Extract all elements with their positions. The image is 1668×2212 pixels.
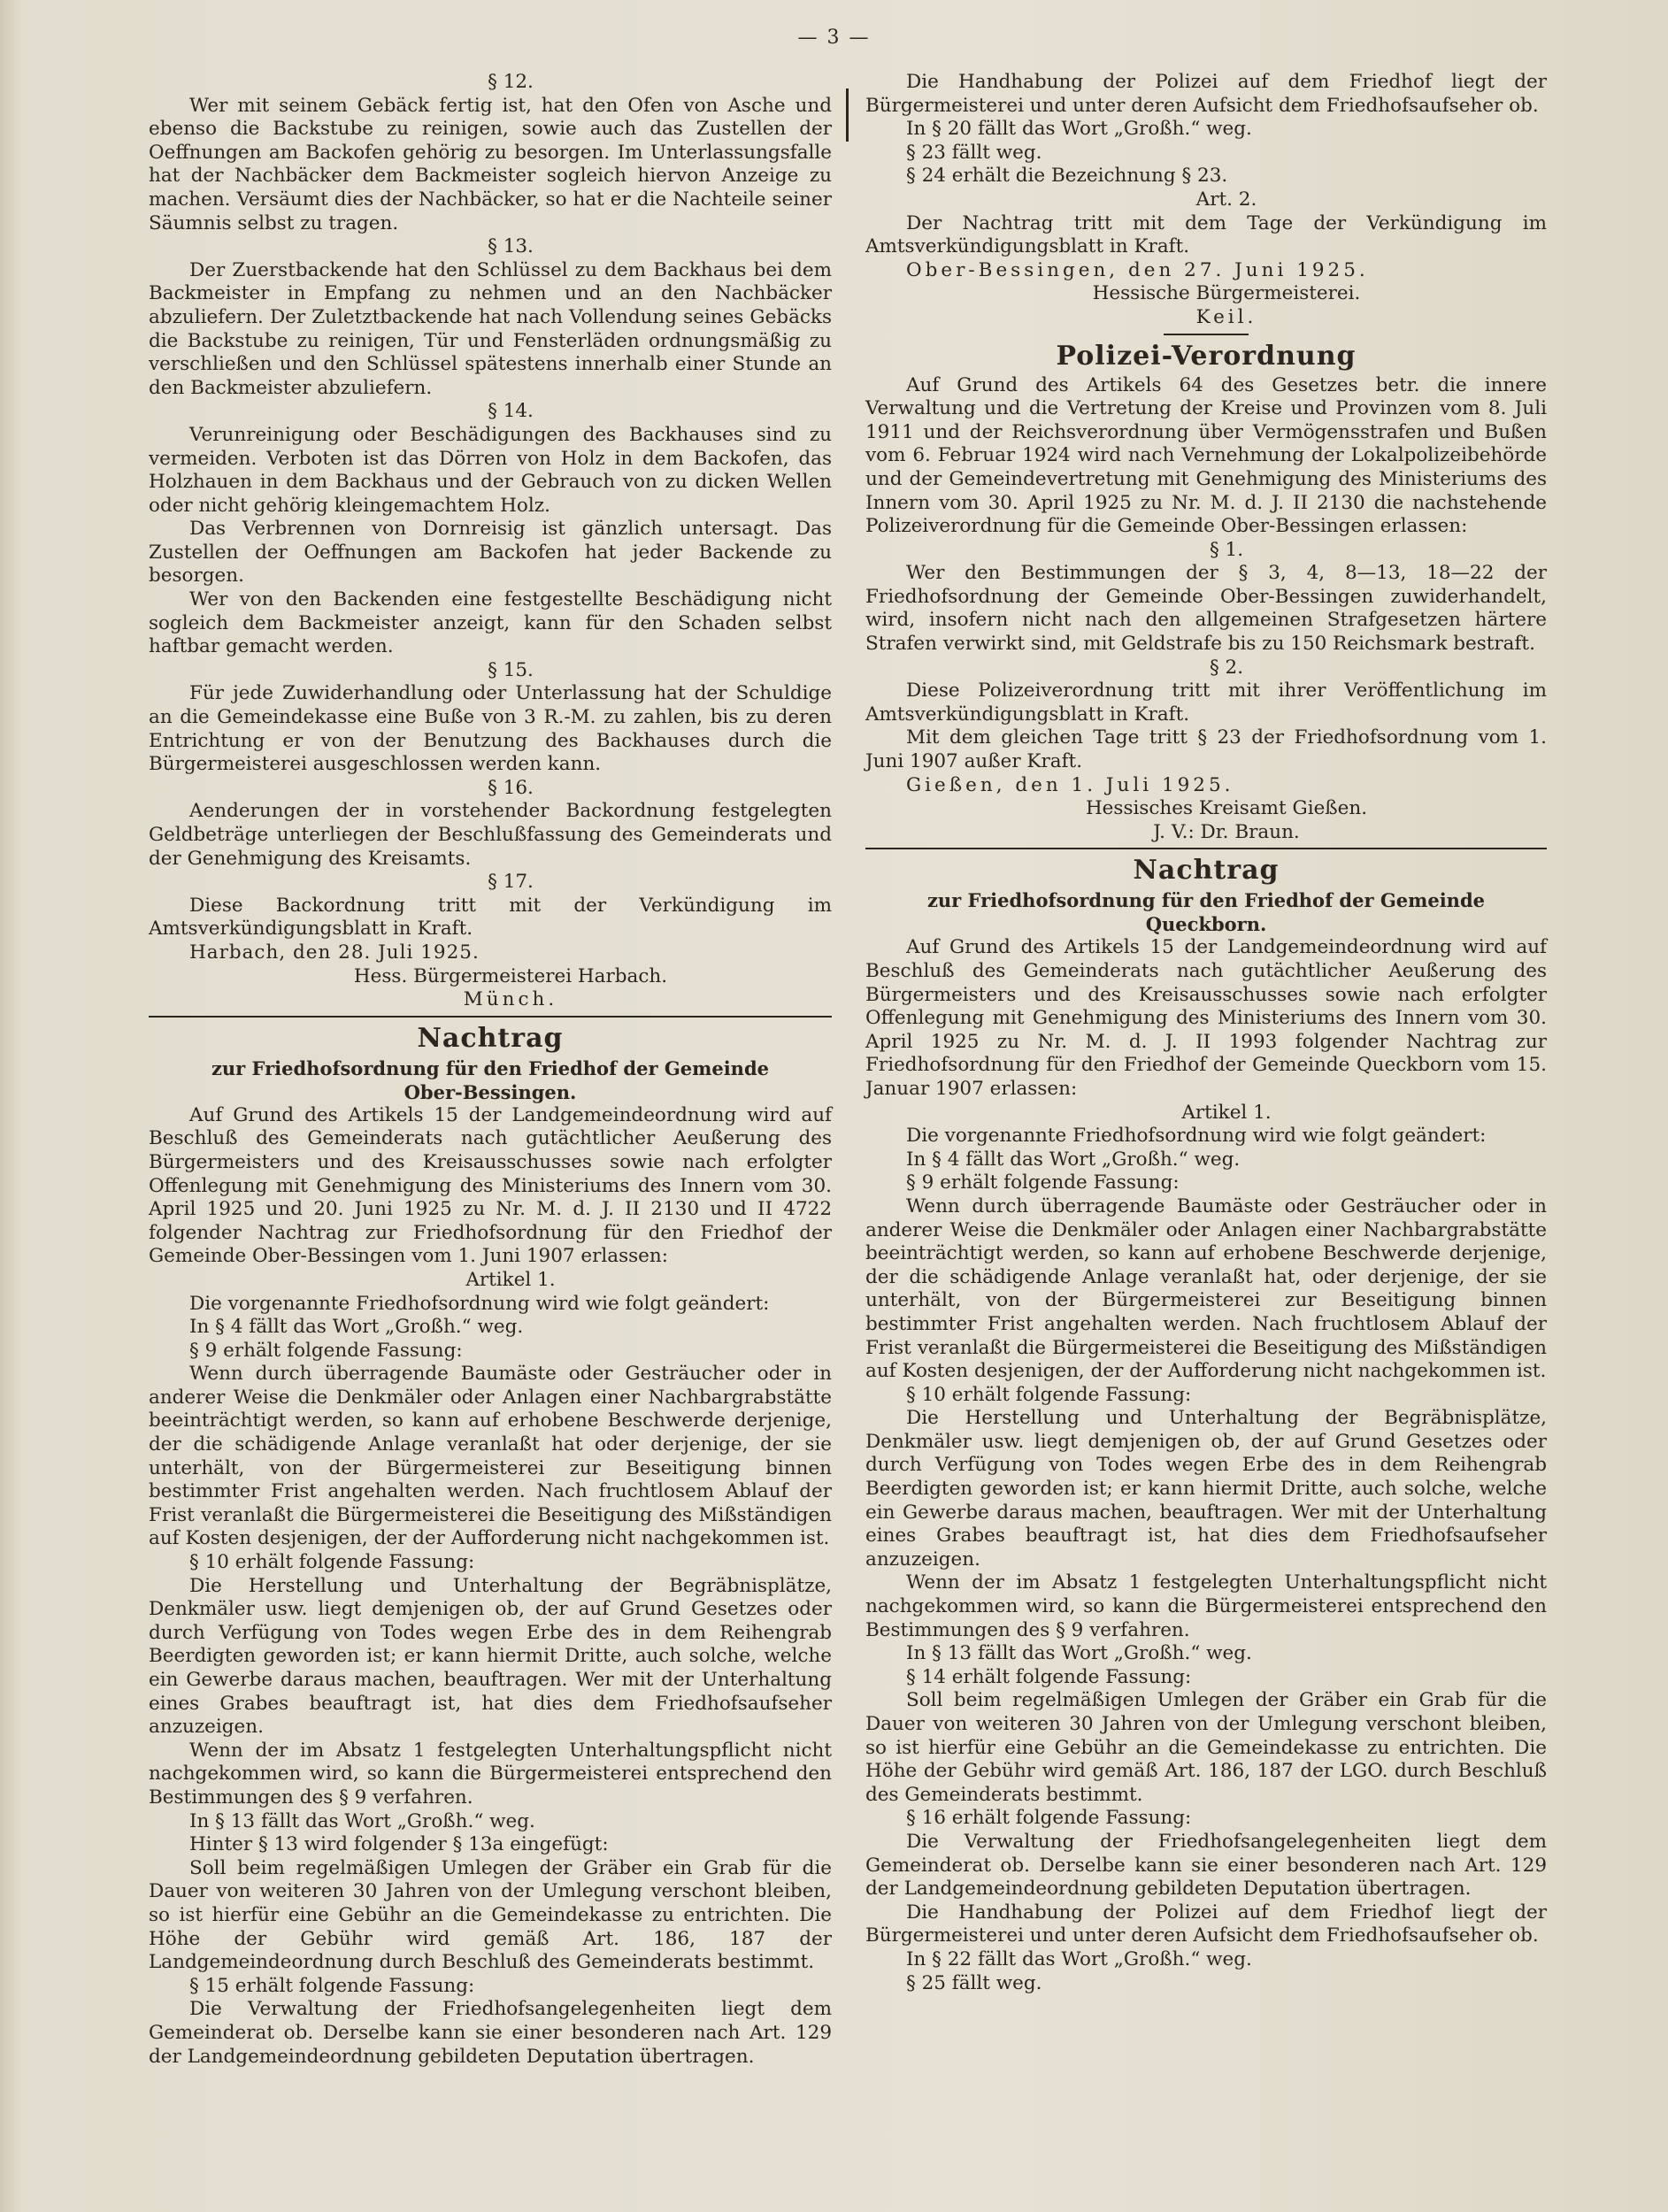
section-14-paragraph-1: Verunreinigung oder Beschädigungen des Backhauses sind zu vermeiden. Verboten ist das Dörren von Holz in dem Backofen, das Holzhauen in dem Backhaus und der Gebrauch von zu dicken Wellen oder nicht gehörig kleingemachtem Holz. — [149, 423, 832, 517]
section-17-title: § 17. — [488, 871, 534, 894]
queckborn-line-2: In § 4 fällt das Wort „Großh.“ weg. — [906, 1148, 1241, 1171]
section-12-text: Wer mit seinem Gebäck fertig ist, hat den Ofen von Asche und ebenso die Backstube zu reinigen, sowie auch das Zustellen der Oeffnungen am Backofen gehörig zu besorgen. Im Unterlassungsfalle hat der Nachbäcker dem Backmeister sogleich hiervon Anzeige zu machen. Versäumt dies der Nachbäcker, so hat er die Nachteile seiner Säumnis selbst zu tragen. — [149, 94, 832, 234]
queckborn-paragraph-10: Die Herstellung und Unterhaltung der Begräbnisplätze, Denkmäler usw. liegt demjenigen ob, der auf Grund Gesetzes oder durch Verfügung von Todes wegen Erbe des in dem Reihengrab Beerdigten geworden ist; er kann hiermit Dritte, auch solche, welche ein Gewerbe daraus machen, beauftragen. Wer mit der Unterhaltung eines Grabes beauftragt ist, hat dies dem Friedhofsaufseher anzuzeigen. — [865, 1407, 1547, 1571]
queckborn-line-1: Die vorgenannte Friedhofsordnung wird wie folgt geändert: — [906, 1125, 1487, 1148]
amendment-line-3: § 9 erhält folgende Fassung: — [189, 1339, 463, 1362]
harbach-signature: Hess. Bürgermeisterei Harbach. — [353, 964, 668, 987]
article-2-title: Art. 2. — [1195, 188, 1257, 211]
nachtrag-heading: Nachtrag — [417, 1022, 564, 1054]
amendment-paragraph-13a: Soll beim regelmäßigen Umlegen der Gräber ein Grab für die Dauer von weiteren 30 Jahren von der Umlegung verschont bleiben, so ist hierfür eine Gebühr an die Gemeindekasse zu entrichten. Die Höhe der Gebühr wird gemäß Art. 186, 187 der Landgemeindeordnung durch Beschluß des Gemeinderats bestimmt. — [149, 1856, 832, 1974]
nachtrag-queckborn-intro: Auf Grund des Artikels 15 der Landgemeindeordnung wird auf Beschluß des Gemeinderats nach gutächtlicher Aeußerung des Bürgermeisters und des Kreisausschusses sowie nach erfolgter Offenlegung mit Genehmigung des Ministeriums des Innern vom 30. April 1925 zu Nr. M. d. J. II 1993 folgender Nachtrag zur Friedhofsordnung für den Friedhof der Gemeinde Queckborn vom 15. Januar 1907 erlassen: — [865, 936, 1547, 1100]
section-14-paragraph-3: Wer von den Backenden eine festgestellte Beschädigung nicht sogleich dem Backmeister anzeigt, kann für den Schaden selbst haftbar gemacht werden. — [149, 588, 832, 658]
left-column — [149, 71, 832, 2069]
giessen-signature-name: J. V.: Dr. Braun. — [1153, 820, 1300, 843]
nachtrag-queckborn-subheading: zur Friedhofsordnung für den Friedhof der Gemeinde Queckborn. — [926, 889, 1485, 936]
queckborn-paragraph-9: Wenn durch überragende Baumäste oder Gesträucher oder in anderer Weise die Denkmäler oder Anlagen einer Nachbargrabstätte beeinträchtigt werden, so kann auf erhobene Beschwerde derjenige, der die schädigende Anlage veranlaßt hat, oder derjenige, der sie unterhält, von der Bürgermeisterei zur Beseitigung binnen bestimmter Frist angehalten werden. Nach fruchtlosem Ablauf der Frist veranlaßt die Bürgermeisterei die Beseitigung des Mißständigen auf Kosten desjenigen, der der Aufforderung nicht nachgekommen ist. — [865, 1194, 1547, 1383]
queckborn-line-9: § 14 erhält folgende Fassung: — [906, 1665, 1192, 1688]
amendment-line-5: § 10 erhält folgende Fassung: — [189, 1551, 475, 1574]
harbach-date-line: Harbach, den 28. Juli 1925. — [189, 941, 480, 964]
queckborn-paragraph-14: Soll beim regelmäßigen Umlegen der Gräber ein Grab für die Dauer von weiteren 30 Jahren von der Umlegung verschont bleiben, so ist hierfür eine Gebühr an die Gemeindekasse zu entrichten. Die Höhe der Gebühr wird gemäß Art. 186, 187 der LGO. durch Beschluß des Gemeinderats bestimmt. — [865, 1689, 1547, 1806]
queckborn-line-8: In § 13 fällt das Wort „Großh.“ weg. — [906, 1642, 1252, 1665]
pv-section-2-paragraph-1: Diese Polizeiverordnung tritt mit ihrer Veröffentlichung im Amtsverkündigungsblatt in Kraft. — [865, 680, 1547, 726]
section-15-text: Für jede Zuwiderhandlung oder Unterlassung hat der Schuldige an die Gemeindekasse eine Buße von 3 R.-M. zu zahlen, bis zu deren Entrichtung er von der Benutzung des Backhauses durch die Bürgermeisterei ausgeschlossen werden kann. — [149, 682, 832, 776]
queckborn-line-11: § 16 erhält folgende Fassung: — [906, 1807, 1192, 1830]
harbach-signature-name: Münch. — [463, 988, 558, 1011]
amendment-line-20: In § 20 fällt das Wort „Großh.“ weg. — [906, 118, 1252, 141]
amendment-paragraph-15: Die Verwaltung der Friedhofsangelegenheiten liegt dem Gemeinderat ob. Derselbe kann sie einer besonderen nach Art. 129 der Landgemeindeordnung gebildeten Deputation übertragen. — [149, 1998, 832, 2068]
section-rule — [865, 848, 1547, 849]
column-divider — [846, 88, 849, 142]
pv-section-2-paragraph-2: Mit dem gleichen Tage tritt § 23 der Friedhofsordnung vom 1. Juni 1907 außer Kraft. — [865, 726, 1547, 773]
queckborn-line-25: § 25 fällt weg. — [906, 1971, 1042, 1994]
queckborn-line-3: § 9 erhält folgende Fassung: — [906, 1171, 1180, 1194]
section-rule — [149, 1016, 832, 1018]
amendment-line-1: Die vorgenannte Friedhofsordnung wird wie folgt geändert: — [189, 1292, 770, 1315]
nachtrag-intro: Auf Grund des Artikels 15 der Landgemeindeordnung wird auf Beschluß des Gemeinderats nach gutächtlicher Aeußerung des Bürgermeisters und des Kreisausschusses sowie nach erfolgter Offenlegung mit Genehmigung des Ministeriums des Innern vom 30. April 1925 und 20. Juni 1925 zu Nr. M. d. J. II 2130 und II 4722 folgender Nachtrag zur Friedhofsordnung für den Friedhof der Gemeinde Ober-Bessingen vom 1. Juni 1907 erlassen: — [149, 1103, 832, 1268]
amendment-line-24: § 24 erhält die Bezeichnung § 23. — [906, 165, 1228, 188]
pv-section-2-title: § 2. — [1209, 656, 1244, 679]
article-1-title-queckborn: Artikel 1. — [1181, 1101, 1272, 1124]
section-15-title: § 15. — [488, 658, 534, 681]
nachtrag-subheading: zur Friedhofsordnung für den Friedhof der Gemeinde Ober-Bessingen. — [211, 1056, 769, 1103]
amendment-line-2: In § 4 fällt das Wort „Großh.“ weg. — [189, 1316, 524, 1339]
pv-section-1-title: § 1. — [1209, 538, 1244, 561]
section-14-paragraph-2: Das Verbrennen von Dornreisig ist gänzlich untersagt. Das Zustellen der Oeffnungen am Backofen hat jeder Backende zu besorgen. — [149, 518, 832, 588]
short-rule — [1164, 334, 1249, 335]
queckborn-police-paragraph: Die Handhabung der Polizei auf dem Friedhof liegt der Bürgermeisterei und unter deren Aufsicht dem Friedhofsaufseher ob. — [865, 1901, 1547, 1947]
queckborn-paragraph-16: Die Verwaltung der Friedhofsangelegenheiten liegt dem Gemeinderat ob. Derselbe kann sie einer besonderen nach Art. 129 der Landgemeindeordnung gebildeten Deputation übertragen. — [865, 1830, 1547, 1901]
section-12-title: § 12. — [488, 71, 534, 93]
police-handling-paragraph: Die Handhabung der Polizei auf dem Friedhof liegt der Bürgermeisterei und unter deren Aufsicht dem Friedhofsaufseher ob. — [865, 71, 1547, 117]
section-13-title: § 13. — [488, 235, 534, 258]
queckborn-paragraph-10b: Wenn der im Absatz 1 festgelegten Unterhaltungspflicht nicht nachgekommen wird, so kann die Bürgermeisterei entsprechend den Bestimmungen des § 9 verfahren. — [865, 1571, 1547, 1641]
section-16-text: Aenderungen der in vorstehender Backordnung festgelegten Geldbeträge unterliegen der Beschlußfassung des Gemeinderats und der Genehmigung des Kreisamts. — [149, 800, 832, 870]
amendment-line-9: Hinter § 13 wird folgender § 13a eingefügt: — [189, 1833, 609, 1856]
amendment-paragraph-10: Die Herstellung und Unterhaltung der Begräbnisplätze, Denkmäler usw. liegt demjenigen ob, der auf Grund Gesetzes oder durch Verfügung von Todes wegen Erbe des in dem Reihengrab Beerdigten geworden ist; er kann hiermit Dritte, auch solche, welche ein Gewerbe daraus machen, beauftragen. Wer mit der Unterhaltung eines Grabes beauftragt ist, hat dies dem Friedhofsaufseher anzuzeigen. — [149, 1574, 832, 1739]
right-column — [865, 71, 1547, 1995]
ober-bessingen-date-line: Ober-Bessingen, den 27. Juni 1925. — [906, 258, 1369, 281]
ober-bessingen-signature-name: Keil. — [1195, 305, 1257, 328]
amendment-line-8: In § 13 fällt das Wort „Großh.“ weg. — [189, 1809, 535, 1832]
page-number: — 3 — — [797, 27, 871, 49]
section-14-title: § 14. — [488, 400, 534, 423]
queckborn-line-5: § 10 erhält folgende Fassung: — [906, 1383, 1192, 1406]
section-13-text: Der Zuerstbackende hat den Schlüssel zu dem Backhaus bei dem Backmeister in Empfang zu nehmen und an den Nachbäcker abzuliefern. Der Zuletztbackende hat nach Vollendung seines Gebäcks die Backstube zu reinigen, Tür und Fensterläden ordnungsmäßig zu verschließen und den Schlüssel spätestens innerhalb einer Stunde an den Backmeister abzuliefern. — [149, 258, 832, 399]
polizei-verordnung-heading: Polizei-Verordnung — [1056, 340, 1357, 372]
polizei-verordnung-intro: Auf Grund des Artikels 64 des Gesetzes betr. die innere Verwaltung und die Vertretung der Kreise und Provinzen vom 8. Juli 1911 und der Reichsverordnung über Vermögensstrafen und Bußen vom 6. Februar 1924 wird nach Vernehmung der Lokalpolizeibehörde und der Gemeindevertretung mit Genehmigung des Ministeriums des Innern vom 30. April 1925 zu Nr. M. d. J. II 2130 die nachstehende Polizeiverordnung für die Gemeinde Ober-Bessingen erlassen: — [865, 373, 1547, 538]
ober-bessingen-signature: Hessische Bürgermeisterei. — [1092, 282, 1361, 305]
amendment-paragraph-10b: Wenn der im Absatz 1 festgelegten Unterhaltungspflicht nicht nachgekommen wird, so kann die Bürgermeisterei entsprechend den Bestimmungen des § 9 verfahren. — [149, 1739, 832, 1809]
article-1-title: Artikel 1. — [465, 1268, 556, 1291]
section-17-text: Diese Backordnung tritt mit der Verkündigung im Amtsverkündigungsblatt in Kraft. — [149, 894, 832, 941]
giessen-signature: Hessisches Kreisamt Gießen. — [1085, 797, 1368, 820]
pv-section-1-text: Wer den Bestimmungen der § 3, 4, 8—13, 18—22 der Friedhofsordnung der Gemeinde Ober-Bessingen zuwiderhandelt, wird, insofern nicht nach den allgemeinen Strafgesetzen härtere Strafen verwirkt sind, mit Geldstrafe bis zu 150 Reichsmark bestraft. — [865, 562, 1547, 656]
amendment-line-23: § 23 fällt weg. — [906, 141, 1042, 164]
queckborn-line-22: In § 22 fällt das Wort „Großh.“ weg. — [906, 1947, 1252, 1970]
amendment-paragraph-9: Wenn durch überragende Baumäste oder Gesträucher oder in anderer Weise die Denkmäler oder Anlagen einer Nachbargrabstätte beeinträchtigt werden, so kann auf erhobene Beschwerde derjenige, der die schädigende Anlage veranlaßt hat oder derjenige, der sie unterhält, von der Bürgermeisterei zur Beseitigung binnen bestimmter Frist angehalten werden. Nach fruchtlosem Ablauf der Frist veranlaßt die Bürgermeisterei die Beseitigung des Mißständigen auf Kosten desjenigen, der der Aufforderung nicht nachgekommen ist. — [149, 1363, 832, 1550]
amendment-line-11: § 15 erhält folgende Fassung: — [189, 1974, 475, 1997]
giessen-date-line: Gießen, den 1. Juli 1925. — [906, 773, 1234, 796]
nachtrag-queckborn-heading: Nachtrag — [1133, 855, 1280, 887]
article-2-text: Der Nachtrag tritt mit dem Tage der Verkündigung im Amtsverkündigungsblatt in Kraft. — [865, 211, 1547, 258]
section-16-title: § 16. — [488, 776, 534, 799]
